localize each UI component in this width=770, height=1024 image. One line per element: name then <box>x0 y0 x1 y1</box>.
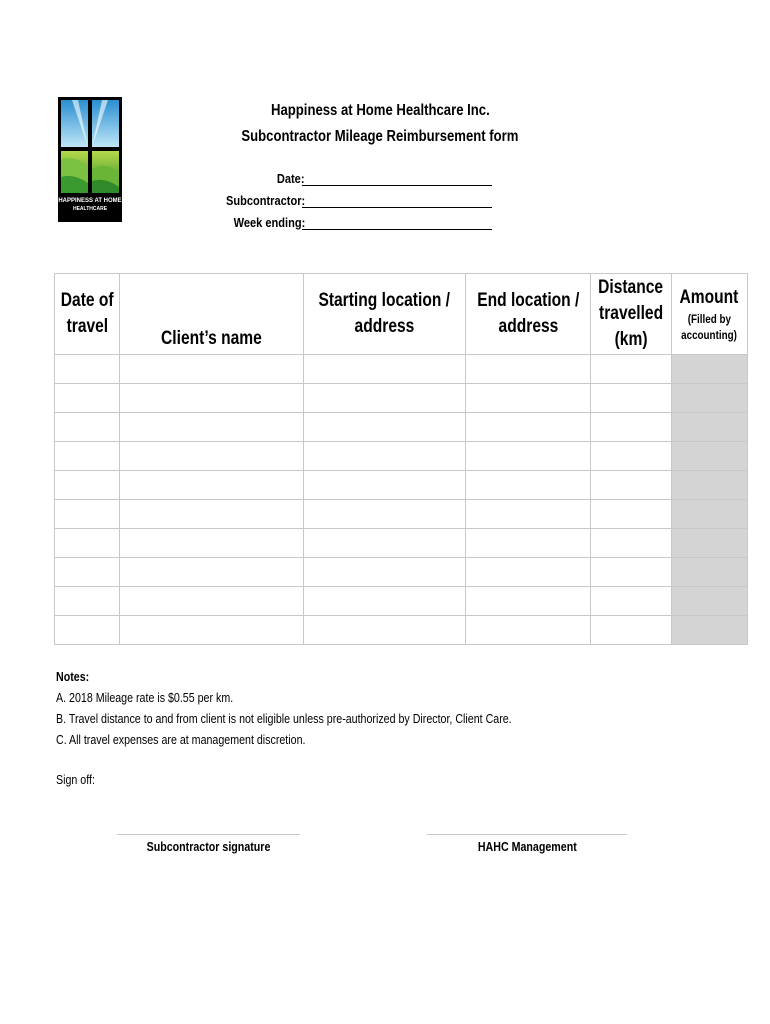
notes-section <box>56 666 612 750</box>
week-ending-label: Week ending: <box>233 215 305 230</box>
distance-cell[interactable] <box>591 616 671 645</box>
week-ending-input-line[interactable] <box>302 229 492 230</box>
week-ending-field[interactable] <box>200 213 500 235</box>
signoff-label: Sign off: <box>56 772 95 787</box>
start-cell[interactable] <box>304 500 465 529</box>
client-cell[interactable] <box>120 616 304 645</box>
start-cell[interactable] <box>304 587 465 616</box>
amount-cell[interactable] <box>671 355 747 384</box>
date-cell[interactable] <box>55 413 120 442</box>
col-header-start: Starting location / address <box>304 274 465 355</box>
table-row <box>55 413 748 442</box>
end-cell[interactable] <box>465 558 591 587</box>
date-cell[interactable] <box>55 616 120 645</box>
management-signature-label: HAHC Management <box>477 839 577 854</box>
amount-cell[interactable] <box>671 500 747 529</box>
form-header <box>200 98 560 150</box>
logo-text-line1: HAPPINESS AT HOME <box>58 198 122 204</box>
company-name: Happiness at Home Healthcare Inc. <box>270 102 490 119</box>
subcontractor-label: Subcontractor: <box>225 193 305 208</box>
start-cell[interactable] <box>304 558 465 587</box>
form-title: Subcontractor Mileage Reimbursement form <box>241 128 519 145</box>
logo-text <box>58 197 122 213</box>
note-item: C. All travel expenses are at management discretion. <box>56 732 306 747</box>
distance-cell[interactable] <box>591 384 671 413</box>
distance-cell[interactable] <box>591 500 671 529</box>
date-cell[interactable] <box>55 355 120 384</box>
col-header-client: Client’s name <box>120 274 304 355</box>
amount-cell[interactable] <box>671 442 747 471</box>
date-field[interactable] <box>200 169 500 191</box>
table-row <box>55 529 748 558</box>
col-header-end: End location / address <box>465 274 591 355</box>
col-header-amount: Amount (Filled by accounting) <box>671 274 747 355</box>
date-cell[interactable] <box>55 471 120 500</box>
date-input-line[interactable] <box>302 185 492 186</box>
client-cell[interactable] <box>120 500 304 529</box>
end-cell[interactable] <box>465 500 591 529</box>
client-cell[interactable] <box>120 413 304 442</box>
management-signature-line[interactable] <box>427 834 627 854</box>
amount-cell[interactable] <box>671 384 747 413</box>
start-cell[interactable] <box>304 529 465 558</box>
form-fields <box>200 169 500 235</box>
company-logo <box>58 97 122 222</box>
end-cell[interactable] <box>465 529 591 558</box>
subcontractor-input-line[interactable] <box>302 207 492 208</box>
note-item: B. Travel distance to and from client is not eligible unless pre-authorized by Director, Client Care. <box>56 711 512 726</box>
date-label: Date: <box>277 171 305 186</box>
table-body <box>55 355 748 645</box>
amount-cell[interactable] <box>671 471 747 500</box>
table-row <box>55 471 748 500</box>
distance-cell[interactable] <box>591 413 671 442</box>
end-cell[interactable] <box>465 587 591 616</box>
col-header-distance: Distance travelled (km) <box>591 274 671 355</box>
table-row <box>55 558 748 587</box>
end-cell[interactable] <box>465 471 591 500</box>
table-header-row <box>55 274 748 355</box>
amount-cell[interactable] <box>671 413 747 442</box>
distance-cell[interactable] <box>591 529 671 558</box>
distance-cell[interactable] <box>591 442 671 471</box>
col-header-date: Date of travel <box>55 274 120 355</box>
amount-cell[interactable] <box>671 616 747 645</box>
distance-cell[interactable] <box>591 355 671 384</box>
end-cell[interactable] <box>465 355 591 384</box>
date-cell[interactable] <box>55 442 120 471</box>
end-cell[interactable] <box>465 384 591 413</box>
start-cell[interactable] <box>304 442 465 471</box>
note-item: A. 2018 Mileage rate is $0.55 per km. <box>56 690 234 705</box>
date-cell[interactable] <box>55 587 120 616</box>
client-cell[interactable] <box>120 471 304 500</box>
date-cell[interactable] <box>55 384 120 413</box>
distance-cell[interactable] <box>591 558 671 587</box>
distance-cell[interactable] <box>591 587 671 616</box>
table-row <box>55 384 748 413</box>
amount-cell[interactable] <box>671 558 747 587</box>
start-cell[interactable] <box>304 413 465 442</box>
start-cell[interactable] <box>304 355 465 384</box>
subcontractor-field[interactable] <box>200 191 500 213</box>
start-cell[interactable] <box>304 471 465 500</box>
distance-cell[interactable] <box>591 471 671 500</box>
start-cell[interactable] <box>304 616 465 645</box>
table-row <box>55 587 748 616</box>
date-cell[interactable] <box>55 558 120 587</box>
client-cell[interactable] <box>120 442 304 471</box>
amount-cell[interactable] <box>671 529 747 558</box>
date-cell[interactable] <box>55 529 120 558</box>
client-cell[interactable] <box>120 355 304 384</box>
subcontractor-signature-label: Subcontractor signature <box>146 839 271 854</box>
table-row <box>55 616 748 645</box>
end-cell[interactable] <box>465 616 591 645</box>
client-cell[interactable] <box>120 529 304 558</box>
end-cell[interactable] <box>465 413 591 442</box>
logo-text-line2: HEALTHCARE <box>72 206 108 212</box>
subcontractor-signature-line[interactable] <box>117 834 300 854</box>
client-cell[interactable] <box>120 384 304 413</box>
client-cell[interactable] <box>120 587 304 616</box>
mileage-table <box>54 273 748 645</box>
notes-heading: Notes: <box>56 669 90 684</box>
date-cell[interactable] <box>55 500 120 529</box>
start-cell[interactable] <box>304 384 465 413</box>
client-cell[interactable] <box>120 558 304 587</box>
amount-cell[interactable] <box>671 587 747 616</box>
table-row <box>55 355 748 384</box>
table-row <box>55 500 748 529</box>
table-row <box>55 442 748 471</box>
end-cell[interactable] <box>465 442 591 471</box>
